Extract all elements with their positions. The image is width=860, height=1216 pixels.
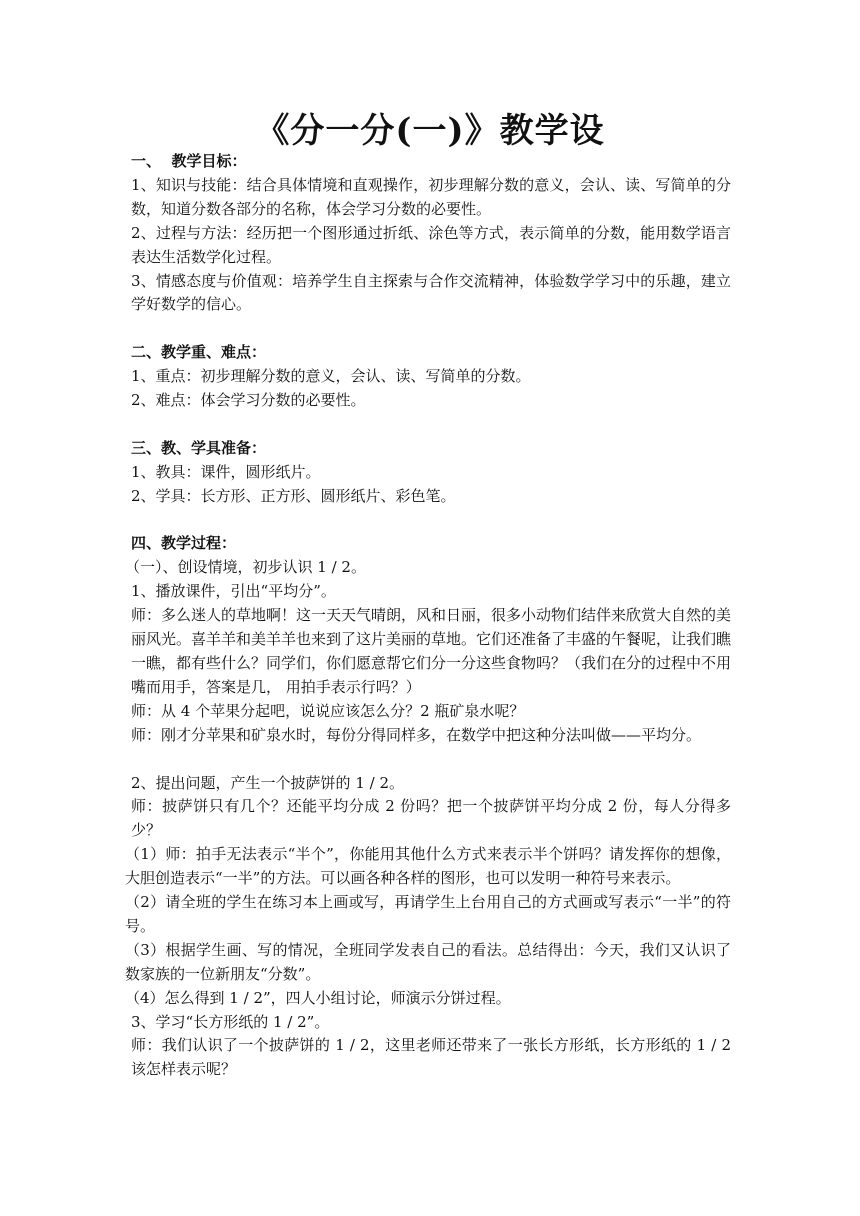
paragraph: 2、过程与方法：经历把一个图形通过折纸、涂色等方式，表示简单的分数，能用数学语言表达生活数学化过程。: [131, 223, 731, 266]
section-heading-process: 四、教学过程：: [131, 534, 237, 553]
paragraph: 1、重点：初步理解分数的意义，会认、读、写简单的分数。: [131, 367, 531, 386]
section-heading-objectives: 一、 教学目标：: [131, 152, 247, 170]
paragraph: 师：披萨饼只有几个？还能平均分成 2 份吗？把一个披萨饼平均分成 2 份，每人分得多少？: [131, 797, 731, 840]
paragraph: （2）请全班的学生在练习本上画或写，再请学生上台用自己的方式画或写表示“一半”的符号。: [125, 893, 731, 935]
section-heading-key-points: 二、教学重、难点：: [131, 343, 267, 362]
paragraph: （4）怎么得到 1 / 2”，四人小组讨论，师演示分饼过程。: [125, 988, 511, 1007]
paragraph: （1）师：拍手无法表示“半个”，你能用其他什么方式来表示半个饼吗？请发挥你的想像，大胆创造表示“一半”的方法。可以画各种各样的图形，也可以发明一种符号来表示。: [125, 845, 731, 888]
page-title: 《分一分(一)》教学设: [255, 111, 605, 151]
spacer: [131, 413, 731, 437]
paragraph: 1、知识与技能：结合具体情境和直观操作，初步理解分数的意义，会认、读、写简单的分数，知道分数各部分的名称，体会学习分数的必要性。: [131, 175, 731, 218]
paragraph: 3、学习“长方形纸的 1 / 2”。: [131, 1012, 330, 1031]
paragraph: 1、教具：课件，圆形纸片。: [131, 462, 321, 481]
spacer: [131, 748, 731, 772]
paragraph: 2、学具：长方形、正方形、圆形纸片、彩色笔。: [131, 486, 456, 505]
paragraph: 2、提出问题，产生一个披萨饼的 1 / 2。: [131, 773, 404, 792]
paragraph: （一）、创设情境，初步认识 1 / 2。: [125, 558, 366, 577]
paragraph: 师：我们认识了一个披萨饼的 1 / 2，这里老师还带来了一张长方形纸，长方形纸的 1 / 2 该怎样表示呢？: [131, 1036, 731, 1079]
paragraph: 3、情感态度与价值观：培养学生自主探索与合作交流精神，体验数学学习中的乐趣，建立学好数学的信心。: [131, 271, 731, 314]
spacer: [131, 317, 731, 341]
section-heading-materials: 三、教、学具准备：: [131, 438, 267, 457]
paragraph: 1、播放课件，引出“平均分”。: [131, 582, 336, 601]
paragraph: 师：刚才分苹果和矿泉水时，每份分得同样多，在数学中把这种分法叫做——平均分。: [131, 725, 702, 744]
spacer: [131, 509, 731, 533]
paragraph: 2、难点：体会学习分数的必要性。: [131, 391, 366, 410]
document-body: [125, 150, 732, 1082]
paragraph: （3）根据学生画、写的情况，全班同学发表自己的看法。总结得出：今天，我们又认识了数家族的一位新朋友“分数”。: [125, 940, 731, 983]
paragraph: 师：多么迷人的草地啊！这一天天气晴朗，风和日丽，很多小动物们结伴来欣赏大自然的美丽风光。喜羊羊和美羊羊也来到了这片美丽的草地。它们还准备了丰盛的午餐呢，让我们瞧一瞧，都有些什么？同学们，你们愿意帮它们分一分这些食物吗？（我们在分的过程中不用嘴而用手，答案是几， 用拍手表示行吗？）: [131, 606, 732, 696]
paragraph: 师：从 4 个苹果分起吧，说说应该怎么分？2 瓶矿泉水呢？: [131, 701, 525, 720]
